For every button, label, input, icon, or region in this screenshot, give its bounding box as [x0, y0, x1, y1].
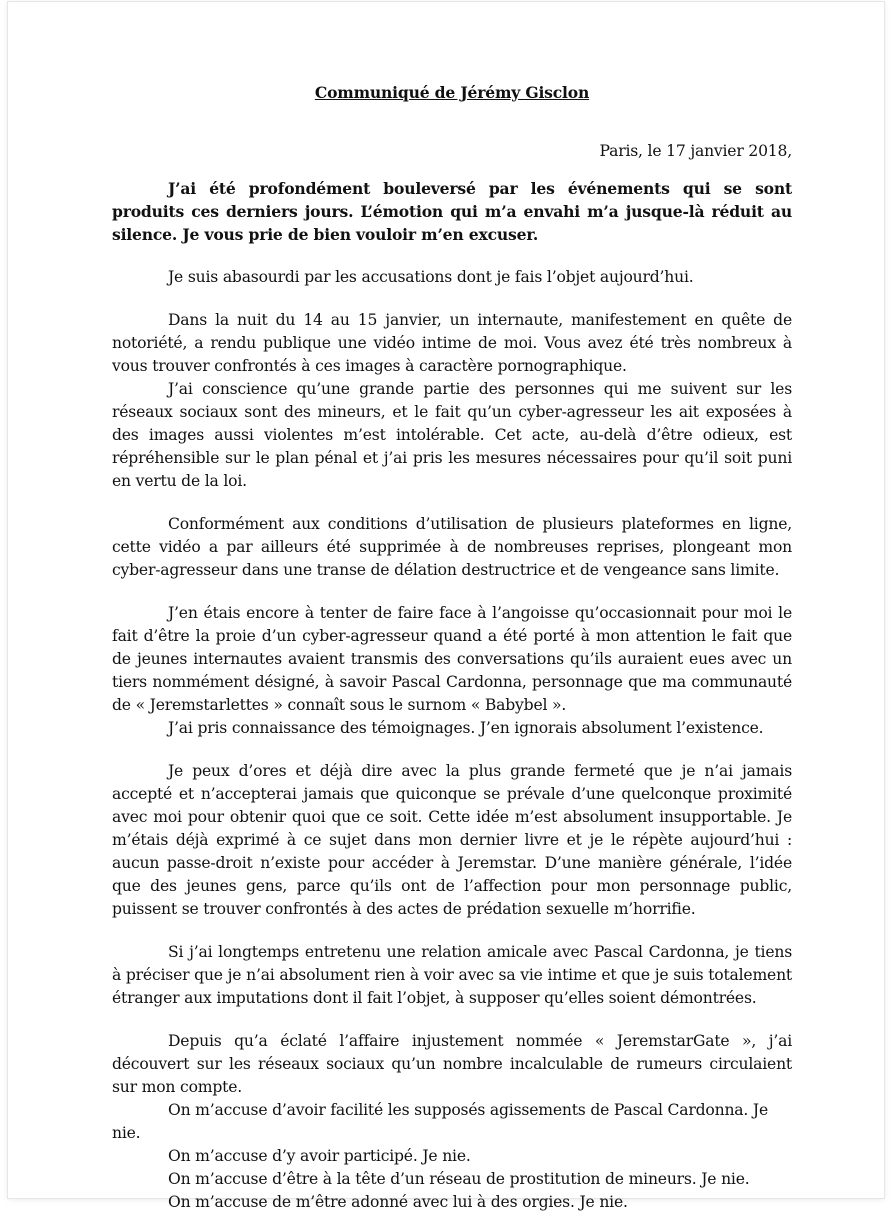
paragraph-temoignages: J’ai pris connaissance des témoignages. J’en ignorais absolument l’existence. — [168, 719, 764, 737]
document-title: Communiqué de Jérémy Gisclon — [314, 83, 590, 102]
denial-item: On m’accuse d’avoir facilité les supposés agissements de Pascal Cardonna. Je nie. — [112, 1101, 768, 1142]
intro-paragraph: J’ai été profondément bouleversé par les événements qui se sont produits ces derniers jours. L’émotion qui m’a envahi m’a jusque-là réduit au silence. Je vous prie de bien vouloir m’en excuser. — [112, 179, 792, 244]
document-page — [8, 2, 884, 1211]
paragraph-angoisse: J’en étais encore à tenter de faire face à l’angoisse qu’occasionnait pour moi le fait d’être la proie d’un cyber-agresseur quand a été porté à mon attention le fait que de jeunes internautes avaient transmis des conversations qu’ils auraient eues avec un tiers nommément désigné, à savoir Pascal Cardonna, personnage que ma communauté de « Jeremstarlettes » connaît sous le surnom « Babybel ». — [112, 604, 792, 714]
paragraph-abasourdi: Je suis abasourdi par les accusations dont je fais l’objet aujourd’hui. — [168, 268, 694, 286]
paragraph-mineurs: J’ai conscience qu’une grande partie des personnes qui me suivent sur les réseaux sociaux sont des mineurs, et le fait qu’un cyber-agresseur les ait exposées à des images aussi violentes m’est intolérable. Cet acte, au-delà d’être odieux, est répréhensible sur le plan pénal et j’ai pris les mesures nécessaires pour qu’il soit puni en vertu de la loi. — [112, 380, 792, 490]
paragraph-plateformes: Conformément aux conditions d’utilisation de plusieurs plateformes en ligne, cette vidéo a par ailleurs été supprimée à de nombreuses reprises, plongeant mon cyber-agresseur dans une transe de délation destructrice et de vengeance sans limite. — [112, 515, 792, 579]
denial-item: On m’accuse de m’être adonné avec lui à des orgies. Je nie. — [168, 1193, 628, 1211]
document-date: Paris, le 17 janvier 2018, — [599, 142, 792, 160]
document-body — [112, 66, 792, 1214]
paragraph-fermete: Je peux d’ores et déjà dire avec la plus grande fermeté que je n’ai jamais accepté et n’accepterai jamais que quiconque se prévale d’une quelconque proximité avec moi pour obtenir quoi que ce soit. Cette idée m’est absolument insupportable. Je m’étais déjà exprimé à ce sujet dans mon dernier livre et je le répète aujourd’hui : aucun passe-droit n’existe pour accéder à Jeremstar. D’une manière générale, l’idée que des jeunes gens, parce qu’ils ont de l’affection pour mon personnage public, puissent se trouver confrontés à des actes de prédation sexuelle m’horrifie. — [112, 762, 792, 918]
paragraph-relation: Si j’ai longtemps entretenu une relation amicale avec Pascal Cardonna, je tiens à préciser que je n’ai absolument rien à voir avec sa vie intime et que je suis totalement étranger aux imputations dont il fait l’objet, à supposer qu’elles soient démontrées. — [112, 943, 792, 1007]
denials-list — [112, 1099, 792, 1214]
paragraph-jeremstargate: Depuis qu’a éclaté l’affaire injustement nommée « JeremstarGate », j’ai découvert sur les réseaux sociaux qu’un nombre incalculable de rumeurs circulaient sur mon compte. — [112, 1032, 792, 1096]
paragraph-video: Dans la nuit du 14 au 15 janvier, un internaute, manifestement en quête de notoriété, a rendu publique une vidéo intime de moi. Vous avez été très nombreux à vous trouver confrontés à ces images à caractère pornographique. — [112, 311, 792, 375]
denial-item: On m’accuse d’être à la tête d’un réseau de prostitution de mineurs. Je nie. — [168, 1170, 750, 1188]
denial-item: On m’accuse d’y avoir participé. Je nie. — [168, 1147, 471, 1165]
